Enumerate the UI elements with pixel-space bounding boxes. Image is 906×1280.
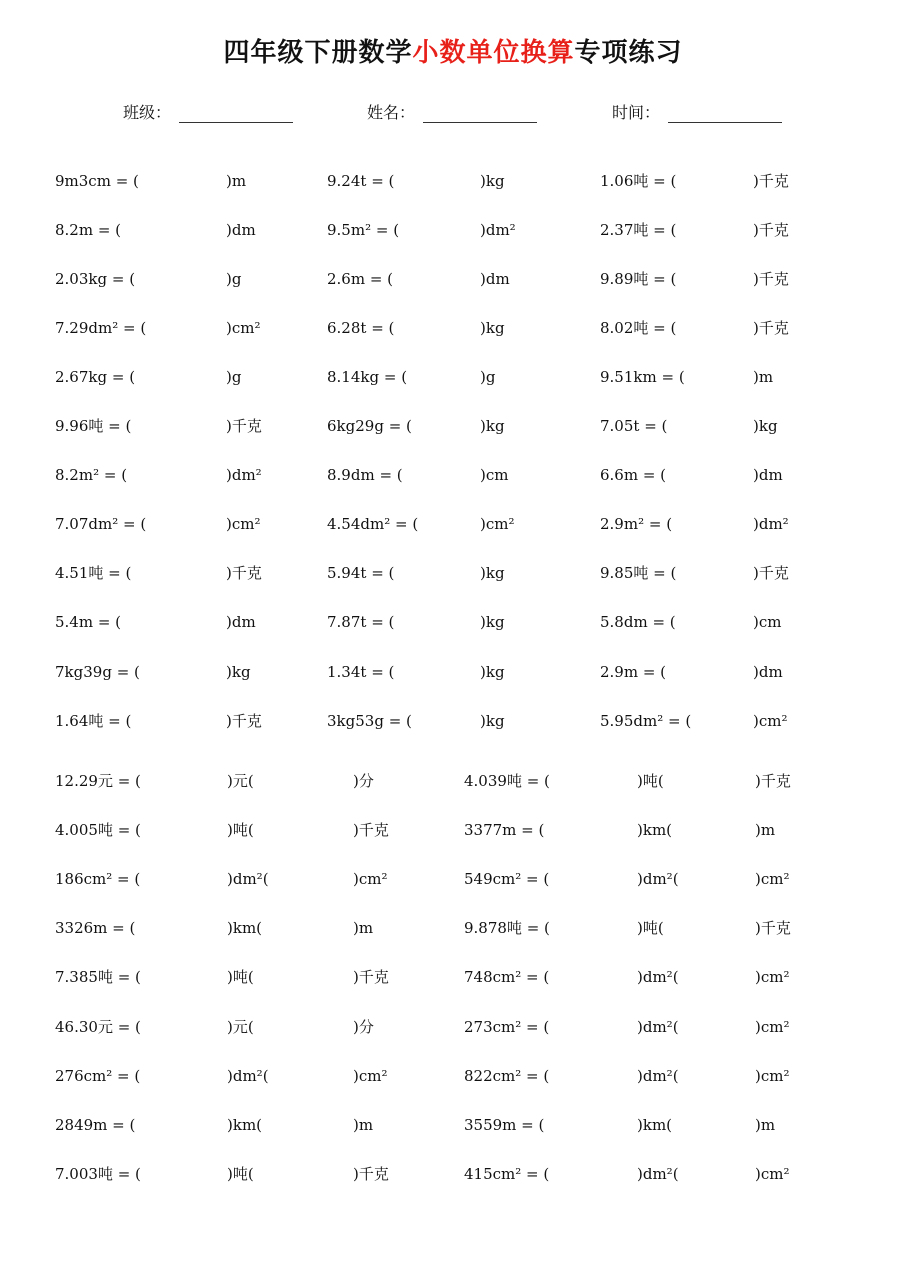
problem-expression: 8.9dm = ( xyxy=(327,466,403,485)
answer-unit[interactable]: )m xyxy=(226,172,247,190)
answer-unit[interactable]: )cm² xyxy=(226,515,261,534)
answer-unit-1[interactable]: )吨( xyxy=(227,821,254,840)
answer-unit-2[interactable]: )千克 xyxy=(755,772,791,790)
answer-unit[interactable]: )千克 xyxy=(753,564,789,583)
answer-unit-1[interactable]: )km( xyxy=(227,1115,263,1134)
answer-unit-1[interactable]: )dm²( xyxy=(637,870,679,889)
answer-unit[interactable]: )千克 xyxy=(753,270,789,289)
answer-unit[interactable]: )dm² xyxy=(480,221,516,240)
answer-unit[interactable]: )cm² xyxy=(480,515,515,534)
problem-expression: 415cm² = ( xyxy=(464,1164,550,1183)
answer-unit[interactable]: )cm xyxy=(753,613,782,632)
problem-expression: 5.8dm = ( xyxy=(600,613,676,632)
problem-expression: 12.29元 = ( xyxy=(55,772,141,790)
problem-expression: 3559m = ( xyxy=(464,1115,545,1134)
answer-unit-2[interactable]: )cm² xyxy=(755,1066,790,1085)
class-label: 班级： xyxy=(123,103,172,122)
problem-expression: 3377m = ( xyxy=(464,821,545,840)
answer-unit-1[interactable]: )dm²( xyxy=(637,1164,679,1183)
answer-unit-2[interactable]: )cm² xyxy=(755,1164,790,1183)
problem-expression: 6kg29g = ( xyxy=(327,417,412,436)
answer-unit[interactable]: )千克 xyxy=(226,564,262,583)
answer-unit[interactable]: )kg xyxy=(753,417,778,436)
answer-unit-2[interactable]: )cm² xyxy=(353,1066,388,1085)
answer-unit-2[interactable]: )分 xyxy=(353,772,374,790)
answer-unit[interactable]: )kg xyxy=(480,613,505,632)
answer-unit-2[interactable]: )m xyxy=(353,919,374,938)
answer-unit[interactable]: )kg xyxy=(480,417,505,436)
class-field xyxy=(123,100,293,126)
time-field xyxy=(612,100,784,126)
page-title xyxy=(0,32,906,72)
answer-unit[interactable]: )千克 xyxy=(753,319,789,338)
answer-unit[interactable]: )dm xyxy=(753,662,783,681)
answer-unit-1[interactable]: )km( xyxy=(227,919,263,938)
answer-unit[interactable]: )g xyxy=(480,368,496,387)
answer-unit-2[interactable]: )m xyxy=(755,1115,776,1134)
answer-unit-1[interactable]: )吨( xyxy=(227,968,254,987)
problem-expression: 1.64吨 = ( xyxy=(55,711,132,730)
problem-expression: 186cm² = ( xyxy=(55,870,141,889)
answer-unit[interactable]: )千克 xyxy=(753,221,789,240)
answer-unit-1[interactable]: )吨( xyxy=(637,919,664,938)
answer-unit[interactable]: )dm xyxy=(226,221,256,240)
title-part-3: 专项练习 xyxy=(574,38,683,68)
problem-expression: 8.02吨 = ( xyxy=(600,319,677,338)
problem-expression: 9.5m² = ( xyxy=(327,221,400,240)
problem-expression: 3kg53g = ( xyxy=(327,711,412,730)
answer-unit-1[interactable]: )吨( xyxy=(637,772,664,790)
problem-expression: 4.039吨 = ( xyxy=(464,772,550,790)
answer-unit[interactable]: )g xyxy=(226,368,242,387)
answer-unit[interactable]: )dm xyxy=(226,613,256,632)
problem-expression: 6.28t = ( xyxy=(327,319,395,338)
problem-expression: 2.03kg = ( xyxy=(55,270,136,289)
problem-expression: 276cm² = ( xyxy=(55,1066,141,1085)
problem-expression: 8.14kg = ( xyxy=(327,368,408,387)
answer-unit[interactable]: )kg xyxy=(480,319,505,338)
problem-expression: 7.05t = ( xyxy=(600,417,668,436)
problem-expression: 7.87t = ( xyxy=(327,613,395,632)
problem-expression: 7.07dm² = ( xyxy=(55,515,147,534)
name-label: 姓名： xyxy=(367,103,416,122)
problem-expression: 6.6m = ( xyxy=(600,466,667,485)
title-part-1: 四年级下册数学 xyxy=(223,38,413,68)
problem-expression: 5.94t = ( xyxy=(327,564,395,583)
answer-unit-1[interactable]: )元( xyxy=(227,1017,254,1036)
problem-expression: 9.878吨 = ( xyxy=(464,919,550,938)
answer-unit-1[interactable]: )km( xyxy=(637,1115,673,1134)
answer-unit-1[interactable]: )km( xyxy=(637,821,673,840)
answer-unit[interactable]: )kg xyxy=(480,711,505,730)
answer-unit-1[interactable]: )dm²( xyxy=(227,1066,269,1085)
problem-expression: 9.96吨 = ( xyxy=(55,417,132,436)
answer-unit[interactable]: )dm xyxy=(753,466,783,485)
answer-unit[interactable]: )dm² xyxy=(753,515,789,534)
problem-expression: 549cm² = ( xyxy=(464,870,550,889)
problem-expression: 2.9m² = ( xyxy=(600,515,673,534)
answer-unit[interactable]: )cm² xyxy=(753,711,788,730)
problem-expression: 7.29dm² = ( xyxy=(55,319,147,338)
answer-unit-1[interactable]: )dm²( xyxy=(637,968,679,987)
problem-expression: 2.6m = ( xyxy=(327,270,394,289)
problem-expression: 748cm² = ( xyxy=(464,968,550,987)
problem-expression: 9.85吨 = ( xyxy=(600,564,677,583)
name-field xyxy=(367,100,539,126)
name-blank-line[interactable] xyxy=(423,122,537,123)
problem-expression: 5.4m = ( xyxy=(55,613,122,632)
answer-unit[interactable]: )m xyxy=(753,368,774,387)
problem-expression: 7.003吨 = ( xyxy=(55,1164,141,1183)
problem-expression: 2.37吨 = ( xyxy=(600,221,677,240)
answer-unit[interactable]: )kg xyxy=(480,662,505,681)
problem-expression: 9.89吨 = ( xyxy=(600,270,677,289)
title-highlight: 小数单位换算 xyxy=(412,38,575,68)
answer-unit-1[interactable]: )dm²( xyxy=(227,870,269,889)
answer-unit[interactable]: )cm xyxy=(480,466,509,485)
problem-expression: 8.2m = ( xyxy=(55,221,122,240)
answer-unit-1[interactable]: )元( xyxy=(227,772,254,790)
answer-unit-2[interactable]: )cm² xyxy=(353,870,388,889)
answer-unit-2[interactable]: )cm² xyxy=(755,1017,790,1036)
problem-expression: 2.67kg = ( xyxy=(55,368,136,387)
answer-unit-2[interactable]: )千克 xyxy=(353,968,389,987)
answer-unit[interactable]: )cm² xyxy=(226,319,261,338)
answer-unit-2[interactable]: )分 xyxy=(353,1017,374,1036)
problem-expression: 9.24t = ( xyxy=(327,172,395,190)
answer-unit-1[interactable]: )dm²( xyxy=(637,1066,679,1085)
answer-unit-1[interactable]: )吨( xyxy=(227,1164,254,1183)
problem-expression: 1.06吨 = ( xyxy=(600,172,677,190)
time-label: 时间： xyxy=(612,103,661,122)
answer-unit[interactable]: )千克 xyxy=(226,417,262,436)
answer-unit[interactable]: )千克 xyxy=(753,172,789,190)
answer-unit-2[interactable]: )m xyxy=(755,821,776,840)
answer-unit[interactable]: )g xyxy=(226,270,242,289)
answer-unit-1[interactable]: )dm²( xyxy=(637,1017,679,1036)
answer-unit-2[interactable]: )千克 xyxy=(755,919,791,938)
problem-expression: 9.51km = ( xyxy=(600,368,685,387)
answer-unit[interactable]: )kg xyxy=(226,662,251,681)
problem-expression: 5.95dm² = ( xyxy=(600,711,692,730)
problem-expression: 2849m = ( xyxy=(55,1115,136,1134)
answer-unit-2[interactable]: )千克 xyxy=(353,821,389,840)
problem-expression: 4.51吨 = ( xyxy=(55,564,132,583)
answer-unit[interactable]: )kg xyxy=(480,172,505,190)
problem-expression: 4.54dm² = ( xyxy=(327,515,419,534)
answer-unit-2[interactable]: )千克 xyxy=(353,1164,389,1183)
problem-expression: 8.2m² = ( xyxy=(55,466,128,485)
time-blank-line[interactable] xyxy=(668,122,782,123)
problem-expression: 46.30元 = ( xyxy=(55,1017,141,1036)
answer-unit-2[interactable]: )m xyxy=(353,1115,374,1134)
problem-expression: 2.9m = ( xyxy=(600,662,667,681)
problem-expression: 273cm² = ( xyxy=(464,1017,550,1036)
problem-expression: 822cm² = ( xyxy=(464,1066,550,1085)
problem-expression: 7.385吨 = ( xyxy=(55,968,141,987)
answer-unit[interactable]: )dm² xyxy=(226,466,262,485)
problem-expression: 9m3cm = ( xyxy=(55,172,139,190)
class-blank-line[interactable] xyxy=(179,122,293,123)
answer-unit-2[interactable]: )cm² xyxy=(755,968,790,987)
problem-expression: 4.005吨 = ( xyxy=(55,821,141,840)
problem-expression: 1.34t = ( xyxy=(327,662,395,681)
answer-unit[interactable]: )kg xyxy=(480,564,505,583)
answer-unit[interactable]: )dm xyxy=(480,270,510,289)
problem-expression: 7kg39g = ( xyxy=(55,662,140,681)
answer-unit[interactable]: )千克 xyxy=(226,711,262,730)
problem-expression: 3326m = ( xyxy=(55,919,136,938)
answer-unit-2[interactable]: )cm² xyxy=(755,870,790,889)
